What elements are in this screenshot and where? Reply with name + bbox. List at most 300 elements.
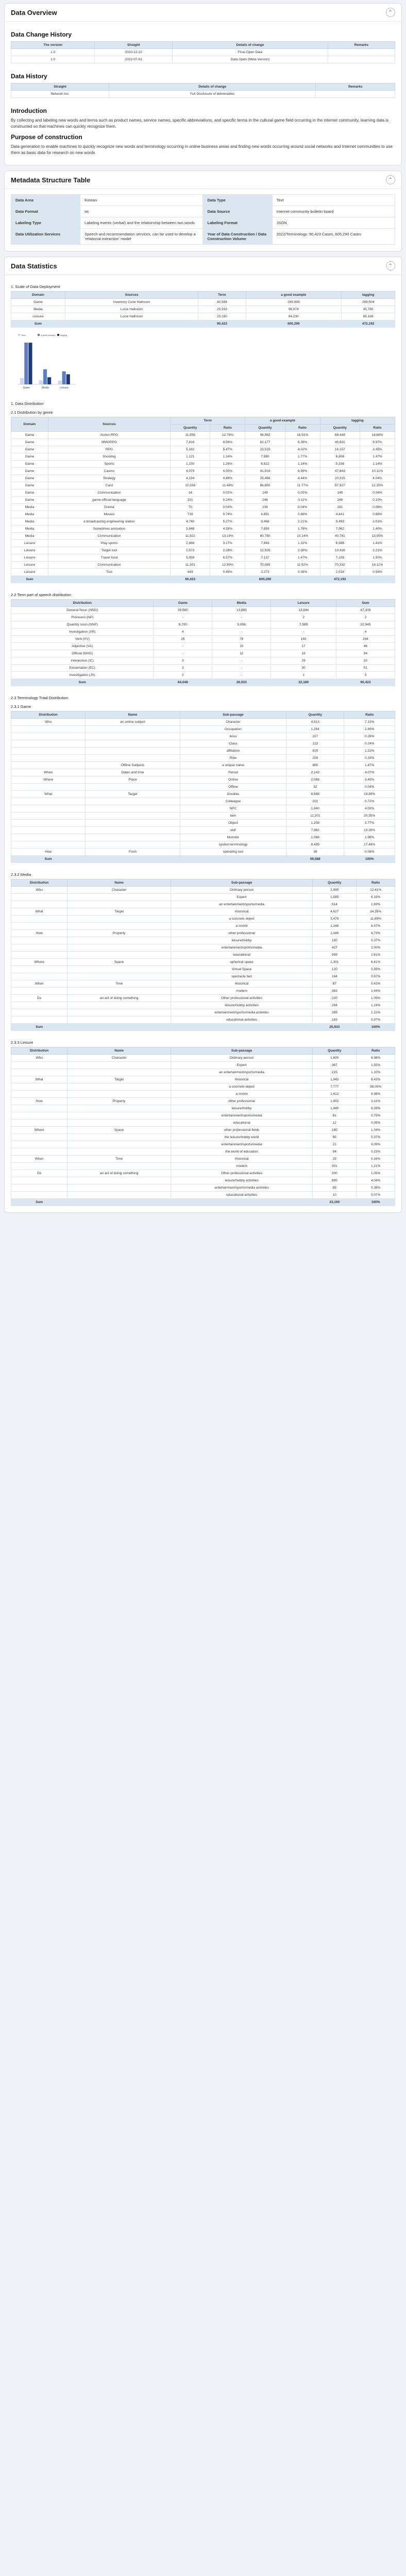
table-cell: RPG <box>48 446 170 453</box>
table-cell: 1.78% <box>285 526 320 533</box>
table-cell: 819 <box>286 748 344 755</box>
table-cell: 9,468 <box>245 518 285 526</box>
table-cell: 0.07% <box>357 1192 395 1199</box>
table-cell: Character <box>180 719 286 726</box>
change-history-table <box>11 41 395 63</box>
table-cell: 246 <box>320 497 360 504</box>
table-cell: 472,192 <box>342 320 395 328</box>
table-cell: 4,441 <box>320 511 360 518</box>
table-cell: a mi/not <box>171 923 312 930</box>
table-row <box>11 1112 395 1120</box>
table-cell: Historical <box>171 908 312 916</box>
table-cell <box>11 894 67 901</box>
table-cell <box>11 901 67 908</box>
table-cell: Leisure <box>11 554 48 562</box>
table-cell: Sum <box>11 856 86 863</box>
table-cell: 0.38% <box>285 569 320 576</box>
table-cell: Space <box>67 1127 171 1134</box>
table-cell <box>11 1112 67 1120</box>
table-cell <box>86 798 180 805</box>
table-row <box>11 313 395 320</box>
table-row <box>11 665 395 672</box>
table-cell <box>67 1120 171 1127</box>
table-cell: 7,816 <box>171 439 210 446</box>
table-cell: 7,137 <box>245 554 285 562</box>
table-row <box>11 798 395 805</box>
table-cell <box>67 1199 171 1206</box>
table-row <box>11 475 395 482</box>
table-cell: game-official language <box>48 497 170 504</box>
table-cell <box>86 856 180 863</box>
table-row <box>11 540 395 547</box>
table-cell: Quantity noun (NNP) <box>11 621 154 629</box>
table-cell: 0.37% <box>357 937 395 944</box>
table-cell: 25,933 <box>198 306 246 313</box>
table-cell: 5.27% <box>210 518 245 526</box>
table-cell: Role <box>180 755 286 762</box>
table-cell: 2022-07-01 <box>95 56 173 63</box>
table-cell: 10,436 <box>320 547 360 554</box>
table-cell <box>67 1069 171 1076</box>
data-history-table <box>11 83 395 98</box>
table-cell: 7,589 <box>271 621 336 629</box>
table-row <box>11 56 395 63</box>
table-row <box>11 959 395 966</box>
table-cell <box>67 1009 171 1016</box>
scale-table <box>11 291 395 328</box>
table-cell: 895 <box>313 1177 357 1184</box>
table-cell <box>67 1192 171 1199</box>
table-cell <box>11 827 86 834</box>
table-cell: 6.38% <box>285 439 320 446</box>
statistics-header[interactable] <box>5 257 401 275</box>
table-cell: boss <box>180 733 286 740</box>
table-cell: 1,088 <box>286 834 344 841</box>
table-cell <box>11 937 67 944</box>
table-cell: 5.47% <box>210 446 245 453</box>
table-row <box>11 894 395 901</box>
table-cell <box>67 1062 171 1069</box>
table-row <box>11 755 395 762</box>
header-row <box>11 292 395 299</box>
table-row <box>11 569 395 576</box>
table-row <box>11 901 395 908</box>
table-cell: 86,850 <box>245 482 285 489</box>
table-row <box>11 849 395 856</box>
table-cell: 14.89% <box>344 791 395 798</box>
table-cell: a unique name <box>180 762 286 769</box>
table-cell: 2 <box>154 672 212 679</box>
table-cell: 202 <box>286 798 344 805</box>
table-row <box>11 439 395 446</box>
table-cell: Casino <box>48 468 170 475</box>
header-cell: The version <box>11 42 95 49</box>
table-cell: Strategy <box>48 475 170 482</box>
table-cell: 2,088 <box>286 776 344 784</box>
table-cell: 23,515 <box>245 446 285 453</box>
metadata-key: Year of Data Construction / Data Construction Volume <box>203 229 272 245</box>
table-cell: 96,974 <box>246 306 342 313</box>
table-cell <box>11 740 86 748</box>
table-cell: 1.50% <box>360 554 395 562</box>
metadata-key: Data Area <box>11 195 80 206</box>
table-cell: 81 <box>313 1112 357 1120</box>
table-cell: item <box>180 812 286 820</box>
header-cell: Quantity <box>171 425 210 432</box>
header-cell: Distribution <box>11 711 86 719</box>
bar-leisure-2 <box>66 375 70 385</box>
table-cell: Property <box>67 1098 171 1105</box>
table-cell: Form <box>86 849 180 856</box>
table-cell: 54 <box>313 1148 357 1156</box>
table-row <box>11 1163 395 1170</box>
table-cell: 149 <box>320 489 360 497</box>
table-cell: 4.26% <box>210 526 245 533</box>
header-cell: Ratio <box>357 1047 395 1055</box>
table-cell: 12.25% <box>360 482 395 489</box>
header-cell: Game <box>154 600 212 607</box>
table-cell: 1.47% <box>360 453 395 461</box>
metadata-value: 2022/Terminology: 90,423 Cases, 605,290 Cases <box>272 229 395 245</box>
table-cell: 140 <box>271 636 336 643</box>
table-cell: 40,588 <box>198 299 246 306</box>
table-cell: Game <box>11 482 48 489</box>
table-cell: 269,504 <box>342 299 395 306</box>
genre-label: 2.1 Distribution by genre <box>11 410 53 415</box>
table-cell: 4 <box>336 629 395 636</box>
table-cell <box>67 916 171 923</box>
table-cell: 3.17% <box>210 540 245 547</box>
table-cell <box>11 1134 67 1141</box>
table-cell: Game <box>11 497 48 504</box>
header-row <box>11 879 395 887</box>
purpose-text: Data generation to enable machines to quickly recognize new words and terminology occurring in online business areas and finding new words occurring around social networks and Internet communities to use them as basic data for research on new words <box>11 144 393 155</box>
table-cell: 41,918 <box>245 468 285 475</box>
table-cell: 1,612 <box>313 1091 357 1098</box>
table-cell <box>67 1134 171 1141</box>
table-row <box>11 49 395 56</box>
table-cell: 4.46% <box>210 475 245 482</box>
table-cell <box>328 49 395 56</box>
table-cell: Full Disclosure of deliverables <box>109 91 316 98</box>
table-cell: 0.02% <box>210 489 245 497</box>
table-cell: 1.61% <box>357 952 395 959</box>
table-cell: 1.14% <box>360 461 395 468</box>
table-cell: 183 <box>313 1016 357 1024</box>
metadata-key: Data Format <box>11 206 80 217</box>
table-cell: Virtual Space <box>171 966 312 973</box>
table-cell: 30 <box>271 665 336 672</box>
table-cell: Online <box>180 776 286 784</box>
table-cell: 11,922 <box>171 533 210 540</box>
table-row <box>11 554 395 562</box>
table-cell: 1,208 <box>286 820 344 827</box>
table-row <box>11 621 395 629</box>
table-cell: 215 <box>313 1069 357 1076</box>
table-cell: 367 <box>313 1062 357 1069</box>
table-row <box>11 468 395 475</box>
table-row <box>11 740 395 748</box>
table-cell: Historical <box>171 1076 312 1083</box>
table-cell: 0.11% <box>357 1098 395 1105</box>
table-cell: 1,943 <box>313 1076 357 1083</box>
game-label: 2.3.1 Game <box>11 704 31 709</box>
change-history-heading: Data Change History <box>11 31 72 38</box>
table-cell: 29 <box>271 657 336 665</box>
table-cell: 87 <box>313 980 357 988</box>
table-row <box>11 1091 395 1098</box>
table-cell: Dates and time <box>86 769 180 776</box>
table-cell <box>11 784 86 791</box>
table-cell: How <box>11 930 67 937</box>
table-cell: 0.04% <box>210 504 245 511</box>
header-cell: Straight <box>11 83 109 91</box>
table-row <box>11 461 395 468</box>
table-cell: When <box>11 980 67 988</box>
collapse-icon[interactable]: ⌃ <box>386 8 395 17</box>
table-cell: 13,844 <box>271 607 336 614</box>
header-cell: Leisure <box>271 600 336 607</box>
table-cell: 5,182 <box>171 446 210 453</box>
table-cell <box>11 1002 67 1009</box>
table-cell: 7,849 <box>245 540 285 547</box>
header-cell: Term <box>198 292 246 299</box>
table-row <box>11 1192 395 1199</box>
table-cell: an entertainment/sports/media <box>171 1069 312 1076</box>
table-row <box>11 930 395 937</box>
table-row <box>11 432 395 439</box>
header-cell: Quantity <box>313 1047 357 1055</box>
sum-row <box>11 1024 395 1031</box>
table-cell: Where <box>11 959 67 966</box>
table-cell: Sum <box>11 1024 67 1031</box>
table-cell: spectacle fact <box>171 973 312 980</box>
table-cell: leisure/hobby activities <box>171 1177 312 1184</box>
table-cell: 70 <box>171 504 210 511</box>
table-cell: 90,423 <box>336 679 395 686</box>
collapse-icon[interactable]: ⌃ <box>386 175 395 184</box>
table-cell: 67,309 <box>336 607 395 614</box>
table-cell: 4,913 <box>286 719 344 726</box>
table-row <box>11 518 395 526</box>
table-cell: system terminology <box>180 841 286 849</box>
table-cell: 3 <box>154 657 212 665</box>
table-cell: Sports <box>48 461 170 468</box>
table-cell: Drama <box>48 504 170 511</box>
table-row <box>11 650 395 657</box>
table-cell: 4.50% <box>210 468 245 475</box>
table-cell: 38 <box>286 849 344 856</box>
table-cell: 0.04% <box>360 489 395 497</box>
table-cell: 11,556 <box>171 432 210 439</box>
header-cell: Distribution <box>11 879 67 887</box>
table-cell: 150 <box>313 937 357 944</box>
table-cell: 12.99% <box>210 562 245 569</box>
table-cell <box>11 1184 67 1192</box>
table-cell: 12 <box>313 1120 357 1127</box>
table-cell: 600,290 <box>246 320 342 328</box>
table-cell: Media <box>11 526 48 533</box>
table-cell: 4,079 <box>171 468 210 475</box>
table-cell: 4,627 <box>313 908 357 916</box>
table-row <box>11 769 395 776</box>
table-cell: 4.44% <box>285 475 320 482</box>
data-history-heading: Data History <box>11 73 47 80</box>
table-cell: NPC <box>180 805 286 812</box>
table-cell: 2,573 <box>171 547 210 554</box>
table-cell: 281 <box>320 504 360 511</box>
table-cell: 1,301 <box>313 959 357 966</box>
table-row <box>11 1170 395 1177</box>
metadata-key: Data Type <box>203 195 272 206</box>
table-cell: Travel food <box>48 554 170 562</box>
table-cell: 1,150 <box>171 461 210 468</box>
header-cell: Sub-passage <box>171 1047 312 1055</box>
table-cell: Game <box>11 446 48 453</box>
table-row <box>11 1009 395 1016</box>
metadata-key: Data Source <box>203 206 272 217</box>
table-cell: Object <box>180 820 286 827</box>
table-cell: 3,848 <box>171 526 210 533</box>
table-cell: Communication <box>48 562 170 569</box>
table-cell: 0.06% <box>360 504 395 511</box>
table-row <box>11 614 395 621</box>
metadata-row <box>11 229 395 245</box>
table-cell: Game <box>11 453 48 461</box>
table-cell: Shooting <box>48 453 170 461</box>
table-cell: Offline Subjects <box>86 762 180 769</box>
table-cell: Final Open Data <box>173 49 328 56</box>
table-cell <box>328 56 395 63</box>
table-cell: 6.57% <box>210 554 245 562</box>
table-cell <box>11 988 67 995</box>
table-cell: 3 <box>336 672 395 679</box>
table-cell: 39,580 <box>154 607 212 614</box>
table-cell: Leisure <box>11 540 48 547</box>
table-cell: leisure/hobby activities <box>171 1002 312 1009</box>
table-row <box>11 526 395 533</box>
table-cell: 4.04% <box>357 1177 395 1184</box>
table-row <box>11 547 395 554</box>
table-cell: Where <box>11 776 86 784</box>
table-cell: Sum <box>11 576 48 583</box>
table-cell: leisure/hobby <box>171 1105 312 1112</box>
sum-row <box>11 576 395 583</box>
bar-game-1 <box>24 343 28 384</box>
table-cell: Sum <box>11 1199 67 1206</box>
metadata-table <box>11 194 395 245</box>
table-cell: Investigation (JX) <box>11 672 154 679</box>
table-cell <box>11 1163 67 1170</box>
table-row <box>11 966 395 973</box>
purpose-heading: Purpose of construction <box>11 133 82 141</box>
table-cell: Class <box>180 740 286 748</box>
metadata-key: Labeling Format <box>203 217 272 229</box>
table-row <box>11 820 395 827</box>
introduction-text: By collecting and labeling new words and terms such as product names, service names, specific abbreviations, and specific terms in the cultural game field occurring in the internet community, learning data is constructed so that machines can quickly recognize them. <box>11 118 389 129</box>
table-cell <box>11 798 86 805</box>
table-cell: 0.88% <box>285 511 320 518</box>
table-cell: 1,840 <box>286 805 344 812</box>
table-cell: 10.11% <box>360 468 395 475</box>
table-cell: 0.67% <box>357 973 395 980</box>
data-overview-header[interactable] <box>5 4 401 22</box>
table-cell: Media <box>11 518 48 526</box>
table-cell: 98,982 <box>245 432 285 439</box>
table-cell: 0.88% <box>360 511 395 518</box>
table-cell: 1.98% <box>344 834 395 841</box>
table-cell: Pronouns (NP) <box>11 614 154 621</box>
table-cell: Goodies <box>180 791 286 798</box>
table-row <box>11 973 395 980</box>
table-cell: 716 <box>171 511 210 518</box>
header-cell: Remarks <box>328 42 395 49</box>
table-cell: Inventory Curie Hallroom <box>65 299 198 306</box>
table-cell: 6.73% <box>357 930 395 937</box>
table-cell: 34.35% <box>357 908 395 916</box>
table-cell: 10 <box>313 1192 357 1199</box>
table-cell <box>11 1083 67 1091</box>
table-cell: 3,479 <box>313 916 357 923</box>
table-cell: 1.24% <box>210 453 245 461</box>
table-cell: 1.22% <box>357 1009 395 1016</box>
table-cell <box>86 733 180 740</box>
table-cell: other professional fields <box>171 1127 312 1134</box>
table-cell <box>11 733 86 740</box>
table-cell: Play sports <box>48 540 170 547</box>
table-cell <box>86 755 180 762</box>
table-row <box>11 511 395 518</box>
collapse-icon[interactable]: ⌃ <box>386 261 395 270</box>
table-cell <box>11 966 67 973</box>
table-cell: the leisure/hobby world <box>171 1134 312 1141</box>
table-cell: 22,180 <box>271 679 336 686</box>
table-cell: 45,780 <box>342 306 395 313</box>
metadata-card <box>4 171 402 251</box>
table-cell: 0.05% <box>357 1120 395 1127</box>
table-row <box>11 791 395 798</box>
table-cell: 1.21% <box>357 1163 395 1170</box>
table-cell: 0.09% <box>357 1141 395 1148</box>
table-cell: 1.14% <box>285 461 320 468</box>
metadata-header[interactable] <box>5 171 401 189</box>
table-cell: 865 <box>286 762 344 769</box>
table-cell <box>67 988 171 995</box>
table-cell: Lucie Hallroom <box>65 313 198 320</box>
table-cell: 7,777 <box>313 1083 357 1091</box>
table-cell <box>86 748 180 755</box>
table-cell: operating tool <box>180 849 286 856</box>
header-cell: Distribution <box>11 600 154 607</box>
pos-table <box>11 599 395 686</box>
table-cell: 78 <box>212 636 271 643</box>
table-cell: 12.41% <box>357 887 395 894</box>
table-cell: 10.14% <box>285 533 320 540</box>
table-row <box>11 1105 395 1112</box>
table-cell: 1.05% <box>357 1170 395 1177</box>
table-cell <box>11 805 86 812</box>
table-row <box>11 91 395 98</box>
table-cell: 1,049 <box>313 930 357 937</box>
table-cell: 46 <box>336 643 395 650</box>
table-cell: 443 <box>171 569 210 576</box>
table-cell: other professional <box>171 930 312 937</box>
header-cell: Term <box>171 417 245 425</box>
data-overview-title: Data Overview <box>11 8 57 16</box>
table-cell: 0.24% <box>344 740 395 748</box>
table-cell <box>67 894 171 901</box>
table-cell: 12 <box>212 650 271 657</box>
